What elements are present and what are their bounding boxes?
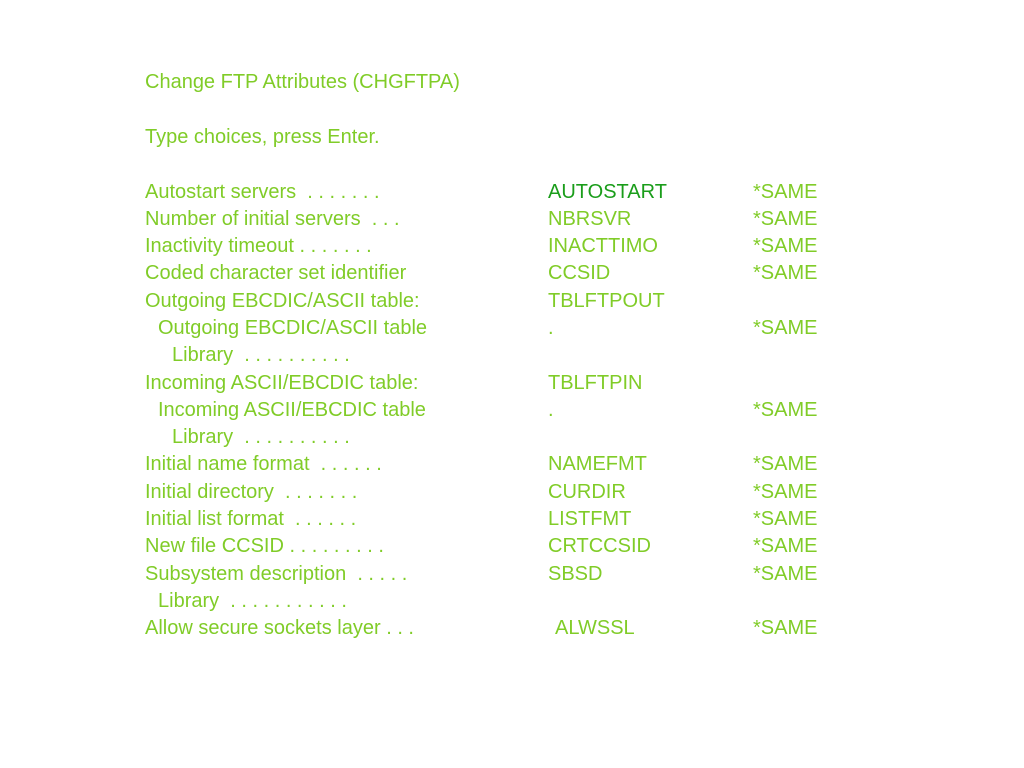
field-label-coded-character-set-identifier: Coded character set identifier [145, 262, 407, 284]
field-label-outgoing-table: Outgoing EBCDIC/ASCII table [158, 317, 428, 339]
field-label-outgoing-table-library: Library . . . . . . . . . . [172, 344, 350, 366]
field-input-sbsd[interactable]: *SAME [753, 563, 818, 585]
field-label-number-of-initial-servers: Number of initial servers . . . [145, 208, 400, 230]
field-label-incoming-table-library: Library . . . . . . . . . . [172, 426, 350, 448]
field-label-initial-list-format: Initial list format . . . . . . [145, 508, 357, 530]
field-label-initial-name-format: Initial name format . . . . . . [145, 453, 382, 475]
field-keyword-alwssl: ALWSSL [555, 617, 635, 639]
field-keyword-nbrsvr: NBRSVR [548, 208, 632, 230]
field-keyword-tblftpout: TBLFTPOUT [548, 290, 665, 312]
field-input-incoming-table[interactable]: *SAME [753, 399, 818, 421]
field-keyword-tblftpin: TBLFTPIN [548, 372, 643, 394]
field-keyword-inacttimo: INACTTIMO [548, 235, 658, 257]
field-input-outgoing-table[interactable]: *SAME [753, 317, 818, 339]
screen-title: Change FTP Attributes (CHGFTPA) [145, 71, 460, 93]
field-label-allow-secure-sockets-layer: Allow secure sockets layer . . . [145, 617, 414, 639]
field-keyword-listfmt: LISTFMT [548, 508, 632, 530]
field-keyword-outgoing-table-dot: . [548, 317, 554, 339]
field-keyword-namefmt: NAMEFMT [548, 453, 647, 475]
field-label-outgoing-table-group: Outgoing EBCDIC/ASCII table: [145, 290, 420, 312]
field-label-incoming-table-group: Incoming ASCII/EBCDIC table: [145, 372, 419, 394]
field-label-initial-directory: Initial directory . . . . . . . [145, 481, 358, 503]
field-input-crtccsid[interactable]: *SAME [753, 535, 818, 557]
field-input-inacttimo[interactable]: *SAME [753, 235, 818, 257]
field-label-autostart-servers: Autostart servers . . . . . . . [145, 181, 380, 203]
field-input-alwssl[interactable]: *SAME [753, 617, 818, 639]
field-input-namefmt[interactable]: *SAME [753, 453, 818, 475]
field-input-listfmt[interactable]: *SAME [753, 508, 818, 530]
field-keyword-curdir: CURDIR [548, 481, 626, 503]
field-input-ccsid[interactable]: *SAME [753, 262, 818, 284]
field-label-inactivity-timeout: Inactivity timeout . . . . . . . [145, 235, 372, 257]
field-label-incoming-table: Incoming ASCII/EBCDIC table [158, 399, 426, 421]
field-keyword-incoming-table-dot: . [548, 399, 554, 421]
field-keyword-autostart: AUTOSTART [548, 181, 667, 203]
field-label-new-file-ccsid: New file CCSID . . . . . . . . . [145, 535, 384, 557]
field-input-nbrsvr[interactable]: *SAME [753, 208, 818, 230]
field-keyword-ccsid: CCSID [548, 262, 611, 284]
field-keyword-crtccsid: CRTCCSID [548, 535, 651, 557]
field-input-autostart[interactable]: *SAME [753, 181, 818, 203]
field-label-subsystem-description: Subsystem description . . . . . [145, 563, 408, 585]
screen-instructions: Type choices, press Enter. [145, 126, 380, 148]
field-keyword-sbsd: SBSD [548, 563, 603, 585]
field-input-curdir[interactable]: *SAME [753, 481, 818, 503]
field-label-subsystem-library: Library . . . . . . . . . . . [158, 590, 347, 612]
